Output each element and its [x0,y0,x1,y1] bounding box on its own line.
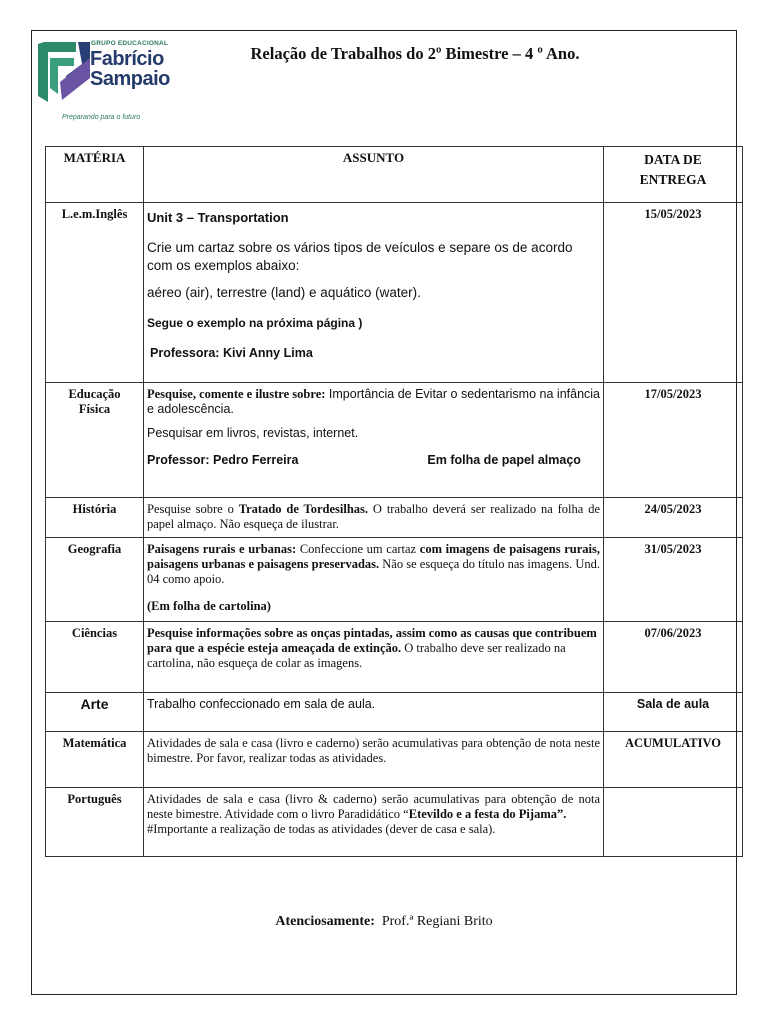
assignment-text: Importância de Evitar o sedentarismo na infância e adolescência. [147,387,600,416]
subject-cell: Português [46,788,144,857]
assignment-lead: Pesquise, comente e ilustre sobre: [147,387,326,401]
table-row [46,538,743,622]
subject-cell: História [46,498,144,538]
subject-cell: Matemática [46,732,144,788]
teacher-name: Professor: Pedro Ferreira [147,453,299,467]
assignment-highlight: Etevildo e a festa do Pijama”. [408,807,567,821]
assignment-cell [144,622,604,693]
header-data-line1: DATA DE [644,152,702,167]
subject-line: Educação [68,387,121,401]
subject-cell: Arte [46,693,144,732]
assignment-text: Atividades de sala e casa (livro & caderno) serão acumulativas para obtenção de nota neste bimestre. Atividade com o livro Paradidático “ [147,792,600,821]
table-row [46,498,743,538]
logo-emblem-icon [36,38,92,110]
assignment-cell: Trabalho confeccionado em sala de aula. [144,693,604,732]
assignment-text: Não se esqueça do título nas imagens. Und. 04 como apoio. [147,557,600,586]
assignment-note: Em folha de papel almaço [427,453,581,467]
assignment-highlight: Tratado de Tordesilhas. [238,502,369,516]
table-row [46,622,743,693]
assignment-note: Segue o exemplo na próxima página ) [147,316,363,330]
assignment-text: Pesquise sobre o [147,502,239,516]
assignment-cell [144,498,604,538]
assignment-text: #Importante a realização de todas as atividades (dever de casa e sala). [147,822,496,836]
closing-label: Atenciosamente: [275,914,375,929]
due-date: 15/05/2023 [604,203,743,383]
table-row [46,693,743,732]
closing-signature [0,914,768,930]
assignment-highlight: Pesquise informações sobre as onças pintadas, assim como as causas que contribuem para que a espécie esteja ameaçada de extinção. [147,626,597,655]
document-title: Relação de Trabalhos do 2º Bimestre – 4 º Ano. [250,44,580,63]
due-date: 07/06/2023 [604,622,743,693]
due-date: 24/05/2023 [604,498,743,538]
assignment-cell [144,788,604,857]
table-row [46,732,743,788]
table-header-row [46,147,743,203]
assignments-table [45,146,743,857]
table-row [46,383,743,498]
header-data-line2: ENTREGA [639,172,707,187]
due-date: 31/05/2023 [604,538,743,622]
logo-tagline: Preparando para o futuro [62,114,141,121]
due-date [604,788,743,857]
header-data-entrega [604,147,743,203]
subject-cell: Ciências [46,622,144,693]
assignment-text: O trabalho deverá ser realizado na folha de papel almaço. Não esqueça de ilustrar. [147,502,600,531]
logo-group-label: GRUPO EDUCACIONAL [91,40,169,47]
assignment-heading: Unit 3 – Transportation [147,210,289,225]
signature-name: Prof.ª Regiani Brito [381,914,493,929]
subject-cell [46,383,144,498]
table-row [46,788,743,857]
assignment-note: (Em folha de cartolina) [147,599,271,613]
assignment-cell [144,538,604,622]
teacher-row [147,453,600,468]
logo-name-second: Sampaio [90,68,170,90]
assignment-text: Pesquisar em livros, revistas, internet. [147,426,359,440]
assignment-highlight: com imagens de paisagens rurais, paisagens urbanas e paisagens preservadas. [147,542,601,571]
subject-cell: L.e.m.Inglês [46,203,144,383]
assignment-text: O trabalho deve ser realizado na cartolina, não esqueça de colar as imagens. [147,641,566,670]
assignment-cell [144,203,604,383]
due-date: ACUMULATIVO [604,732,743,788]
header-assunto: ASSUNTO [144,147,604,203]
due-date: Sala de aula [604,693,743,732]
assignment-text: aéreo (air), terrestre (land) e aquático (water). [147,285,421,300]
table-row [46,203,743,383]
assignment-lead: Paisagens rurais e urbanas: [147,542,297,556]
assignment-cell: Atividades de sala e casa (livro e caderno) serão acumulativas para obtenção de nota neste bimestre. Por favor, realizar todas as atividades. [144,732,604,788]
assignment-text: Crie um cartaz sobre os vários tipos de veículos e separe os de acordo com os exemplos abaixo: [147,240,573,273]
subject-line: Física [78,402,111,416]
subject-cell: Geografia [46,538,144,622]
assignment-cell [144,383,604,498]
logo-name-first: Fabrício [90,48,164,70]
header-materia: MATÉRIA [46,147,144,203]
assignment-text: Confeccione um cartaz [296,542,420,556]
teacher-name: Professora: Kivi Anny Lima [150,346,313,360]
due-date: 17/05/2023 [604,383,743,498]
school-logo [36,38,170,128]
